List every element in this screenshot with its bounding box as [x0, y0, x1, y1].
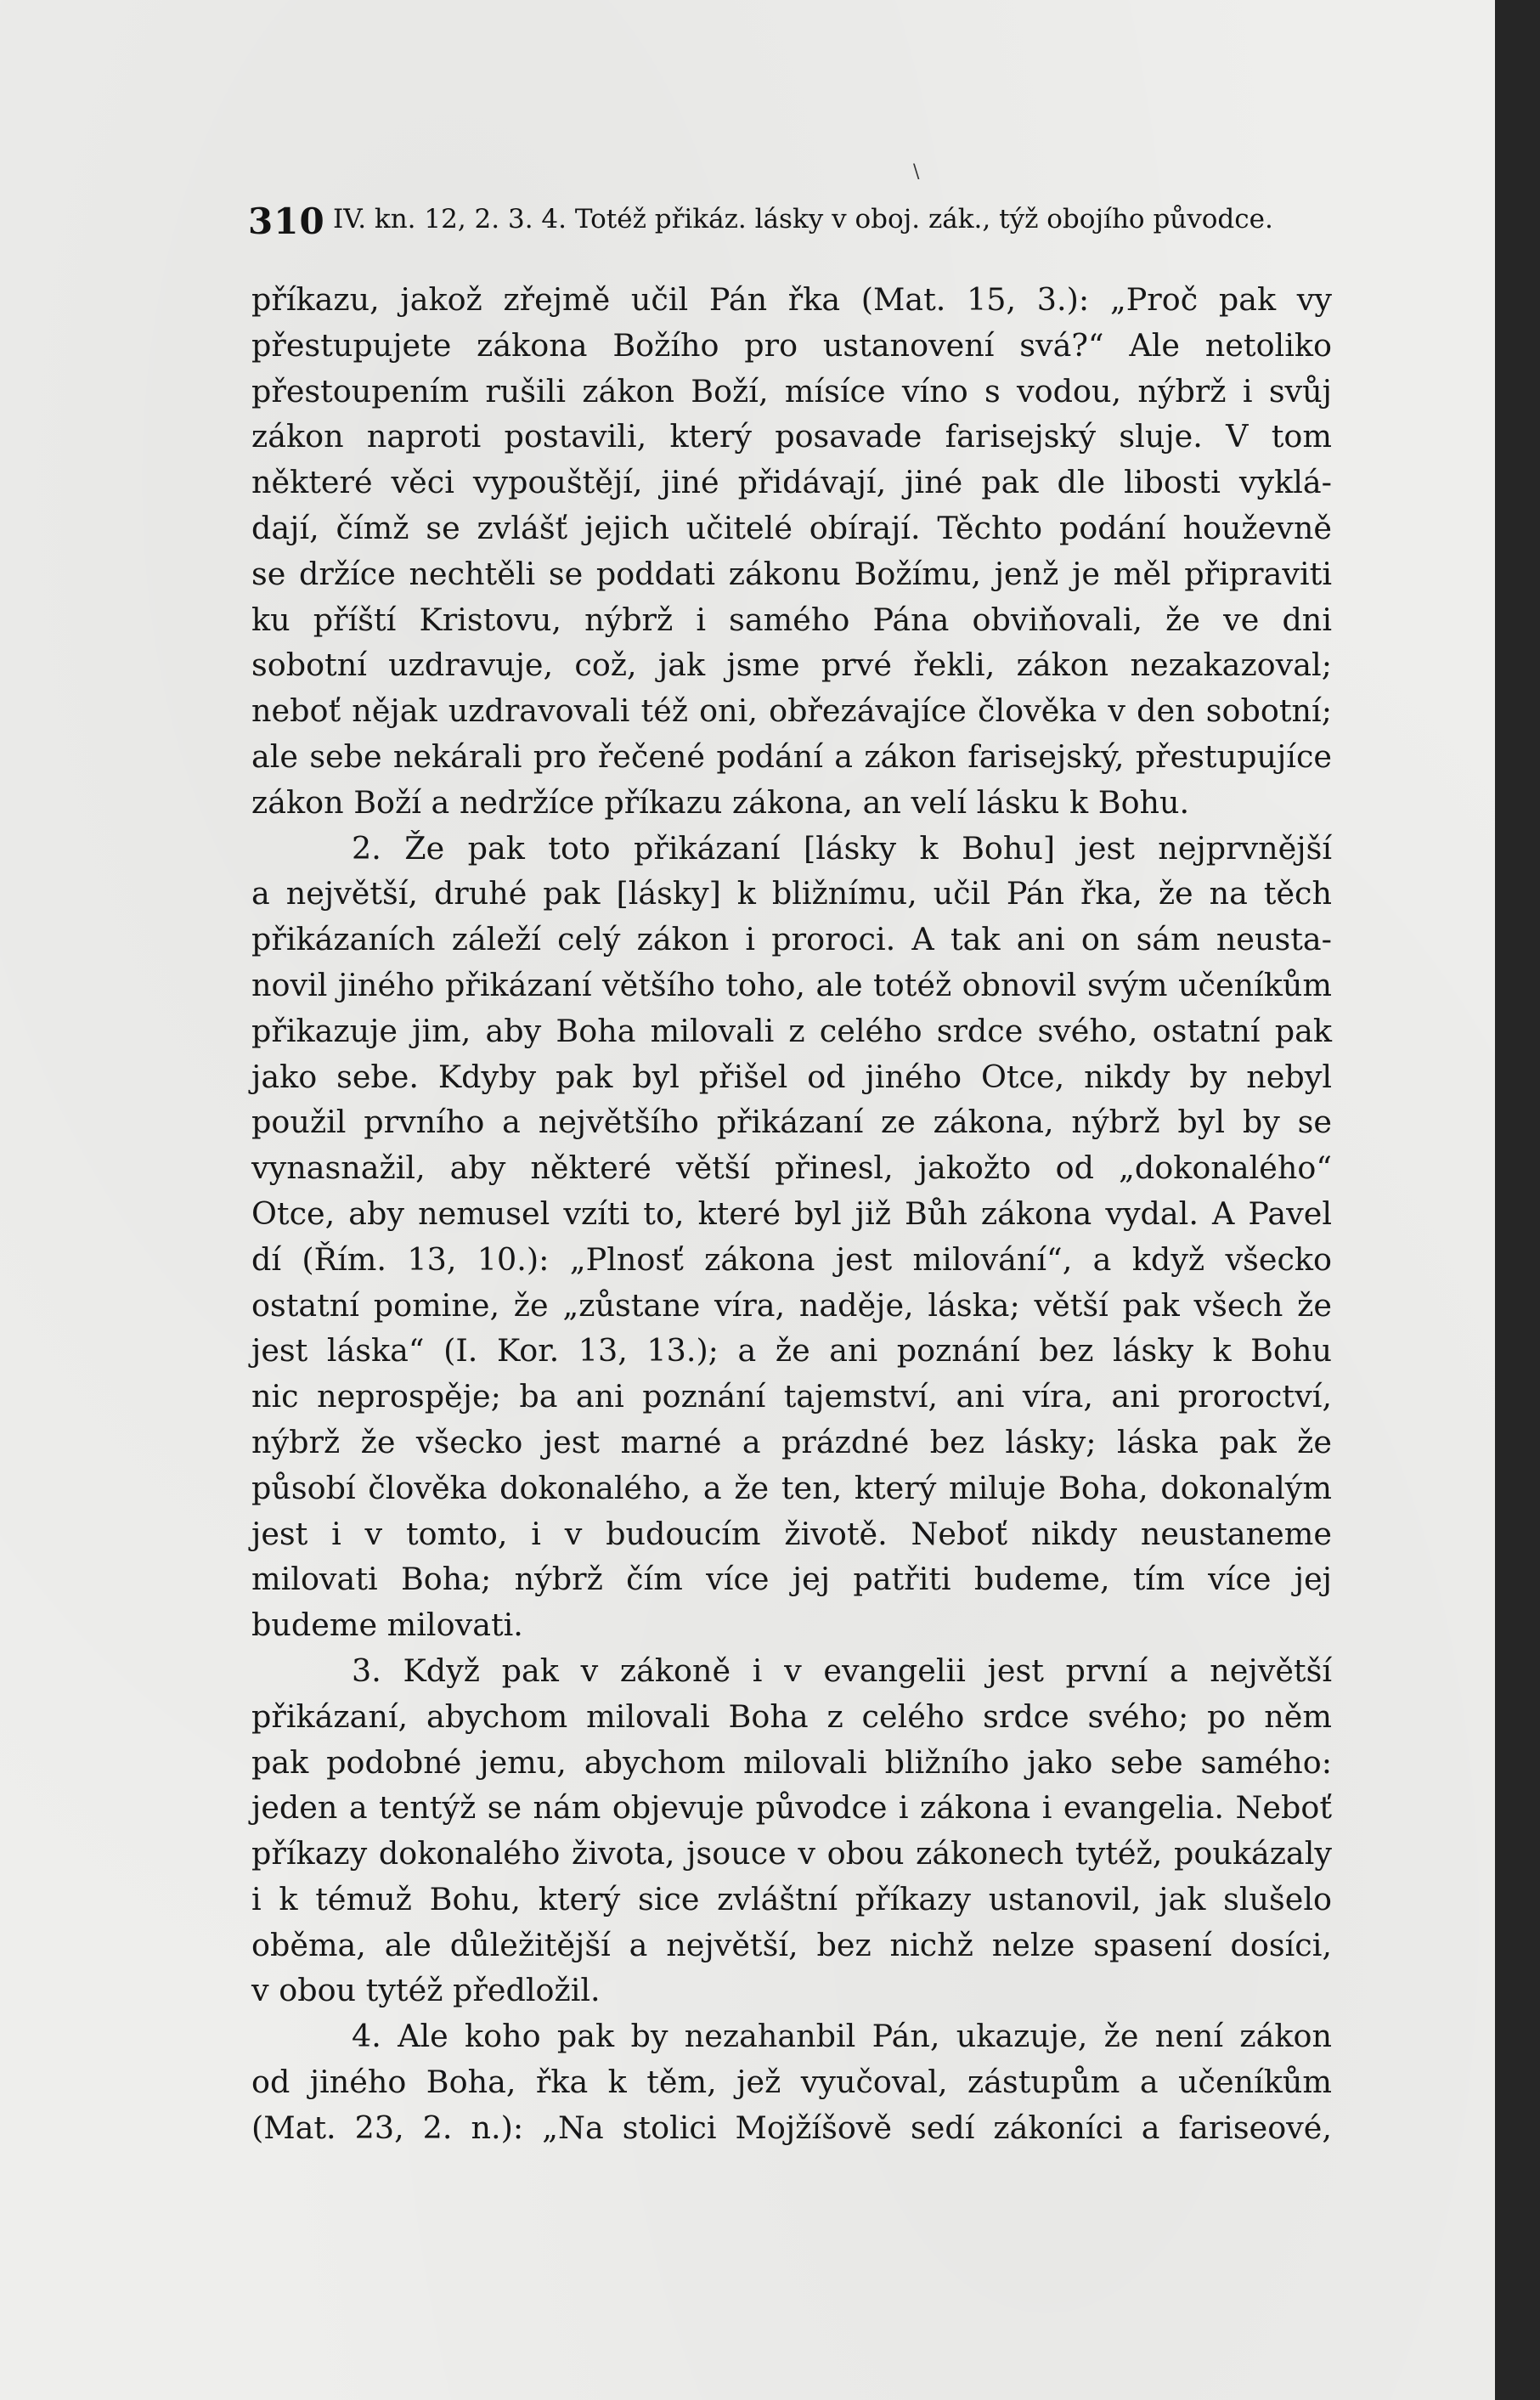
text-line: sobotní uzdravuje, což, jak jsme prvé řekli, zákon nezakazoval; — [251, 647, 1332, 684]
text-line: vynasnažil, aby některé větší přinesl, jakožto od „dokonalého“ — [251, 1149, 1332, 1187]
text-line: přikazuje jim, aby Boha milovali z celého srdce svého, ostatní pak — [251, 1012, 1332, 1049]
text-line: jako sebe. Kdyby pak byl přišel od jiného Otce, nikdy by nebyl — [251, 1058, 1332, 1095]
text-line: přestoupením rušili zákon Boží, mísíce víno s vodou, nýbrž i svůj — [251, 372, 1332, 409]
text-line: ostatní pomine, že „zůstane víra, naděje, láska; větší pak všech že — [251, 1286, 1332, 1324]
text-line: se držíce nechtěli se poddati zákonu Božímu, jenž je měl připraviti — [251, 555, 1332, 592]
print-mark: \ — [913, 161, 920, 183]
text-line: dí (Řím. 13, 10.): „Plnosť zákona jest milování“, a když všecko — [251, 1240, 1332, 1278]
text-line: nýbrž že všecko jest marné a prázdné bez lásky; láska pak že — [251, 1423, 1332, 1460]
page-header — [248, 161, 1334, 253]
paragraph-end-line: v obou tytéž předložil. — [251, 1972, 601, 2009]
paragraph-end-line: zákon Boží a nedržíce příkazu zákona, an velí lásku k Bohu. — [251, 783, 1190, 821]
paragraph-3-start: 3. Když pak v zákoně i v evangelii jest první a největší — [352, 1652, 1332, 1689]
text-line: jest láska“ (I. Kor. 13, 13.); a že ani poznání bez lásky k Bohu — [251, 1332, 1332, 1369]
text-line: oběma, ale důležitější a největší, bez nichž nelze spasení dosíci, — [251, 1926, 1332, 1963]
text-line: i k témuž Bohu, který sice zvláštní příkazy ustanovil, jak slušelo — [251, 1880, 1332, 1917]
text-line: jest i v tomto, i v budoucím životě. Neboť nikdy neustaneme — [251, 1515, 1332, 1552]
text-line: Otce, aby nemusel vzíti to, které byl již Bůh zákona vydal. A Pavel — [251, 1194, 1332, 1232]
text-line: přikázaních záleží celý zákon i proroci. A tak ani on sám neusta- — [251, 921, 1332, 958]
page-number: 310 — [248, 200, 325, 242]
text-line: pak podobné jemu, abychom milovali bližního jako sebe samého: — [251, 1743, 1332, 1781]
text-line: příkazu, jakož zřejmě učil Pán řka (Mat. 15, 3.): „Proč pak vy — [251, 281, 1332, 318]
text-line: neboť nějak uzdravovali též oni, obřezávajíce člověka v den sobotní; — [251, 692, 1332, 730]
text-line: použil prvního a největšího přikázaní ze zákona, nýbrž byl by se — [251, 1104, 1332, 1141]
text-line: příkazy dokonalého života, jsouce v obou zákonech tytéž, poukázaly — [251, 1835, 1332, 1872]
text-line: nic neprospěje; ba ani poznání tajemství, ani víra, ani proroctví, — [251, 1378, 1332, 1415]
text-line: zákon naproti postavili, který posavade farisejský sluje. V tom — [251, 418, 1332, 455]
text-line: působí člověka dokonalého, a že ten, který miluje Boha, dokonalým — [251, 1469, 1332, 1506]
text-line: přestupujete zákona Božího pro ustanovení svá?“ Ale netoliko — [251, 326, 1332, 364]
text-line: milovati Boha; nýbrž čím více jej patřiti budeme, tím více jej — [251, 1561, 1332, 1598]
paragraph-4-start: 4. Ale koho pak by nezahanbil Pán, ukazuje, že není zákon — [352, 2018, 1332, 2055]
text-line: od jiného Boha, řka k těm, jež vyučoval, zástupům a učeníkům — [251, 2064, 1332, 2101]
text-line: některé věci vypouštějí, jiné přidávají, jiné pak dle libosti vyklá- — [251, 464, 1332, 501]
text-line: ku příští Kristovu, nýbrž i samého Pána obviňovali, že ve dni — [251, 601, 1332, 638]
paragraph-2-start: 2. Že pak toto přikázaní [lásky k Bohu] jest nejprvnější — [352, 829, 1332, 867]
text-line: ale sebe nekárali pro řečené podání a zákon farisejský, přestupujíce — [251, 737, 1332, 775]
text-line: novil jiného přikázaní většího toho, ale totéž obnovil svým učeníkům — [251, 966, 1332, 1003]
body-text — [251, 277, 1332, 2151]
running-head: IV. kn. 12, 2. 3. 4. Totéž přikáz. lásky v oboj. zák., týž obojího původce. — [333, 204, 1273, 234]
text-line: (Mat. 23, 2. n.): „Na stolici Mojžíšově sedí zákoníci a fariseové, — [251, 2109, 1332, 2146]
text-line: přikázaní, abychom milovali Boha z celého srdce svého; po něm — [251, 1697, 1332, 1735]
text-line: a největší, druhé pak [lásky] k bližnímu, učil Pán řka, že na těch — [251, 875, 1332, 912]
scan-border — [1495, 0, 1540, 2400]
paragraph-end-line: budeme milovati. — [251, 1607, 523, 1644]
text-line: jeden a tentýž se nám objevuje původce i zákona i evangelia. Neboť — [251, 1789, 1332, 1827]
text-line: dají, čímž se zvlášť jejich učitelé obírají. Těchto podání houževně — [251, 509, 1332, 546]
